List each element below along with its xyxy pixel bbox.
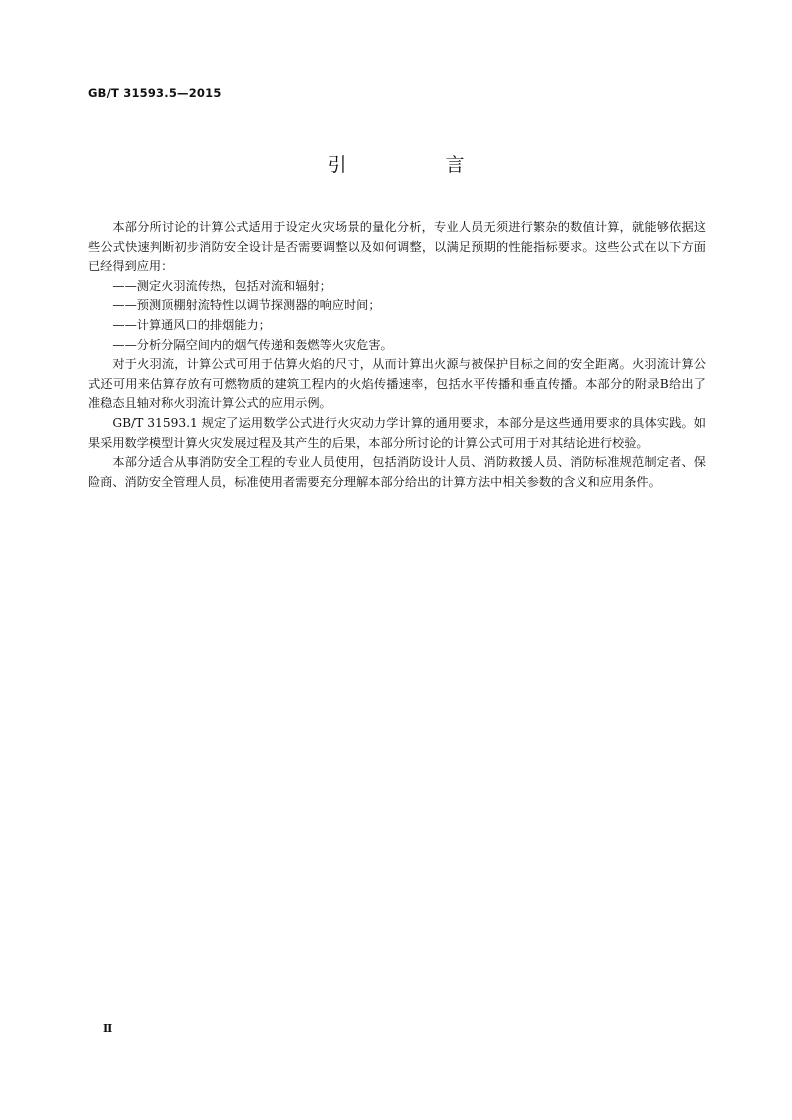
list-item-compartment-hazard: ——分析分隔空间内的烟气传递和轰燃等火灾危害。 [112,337,393,352]
page-title: 引 言 [327,154,505,176]
document-body [88,218,706,492]
page-number: Ⅱ [103,1022,113,1035]
list-item-ceiling-jet: ——预测顶棚射流特性以调节探测器的响应时间； [112,298,381,313]
list-item-plume-heat: ——测定火羽流传热，包括对流和辐射； [112,278,332,293]
target-users-paragraph: 本部分适合从事消防安全工程的专业人员使用，包括消防设计人员、消防救援人员、消防标准规范制定者、保险商、消防安全管理人员，标准使用者需要充分理解本部分给出的计算方法中相关参数的含义和应用条件。 [88,455,706,489]
general-requirements-paragraph: GB/T 31593.1 规定了运用数学公式进行火灾动力学计算的通用要求，本部分是这些通用要求的具体实践。如果采用数学模型计算火灾发展过程及其产生的后果，本部分所讨论的计算公式可用于对其结论进行校验。 [88,415,706,450]
standard-number-header: GB/T 31593.5—2015 [88,86,222,100]
list-item-vent-smoke: ——计算通风口的排烟能力； [112,317,271,332]
plume-paragraph: 对于火羽流，计算公式可用于估算火焰的尺寸，从而计算出火源与被保护目标之间的安全距离。火羽流计算公式还可用来估算存放有可燃物质的建筑工程内的火焰传播速率，包括水平传播和垂直传播。本部分的附录B给出了准稳态且轴对称火羽流计算公式的应用示例。 [88,357,706,411]
intro-paragraph: 本部分所讨论的计算公式适用于设定火灾场景的量化分析，专业人员无须进行繁杂的数值计算，就能够依据这些公式快速判断初步消防安全设计是否需要调整以及如何调整，以满足预期的性能指标要求。这些公式在以下方面已经得到应用： [88,220,706,274]
